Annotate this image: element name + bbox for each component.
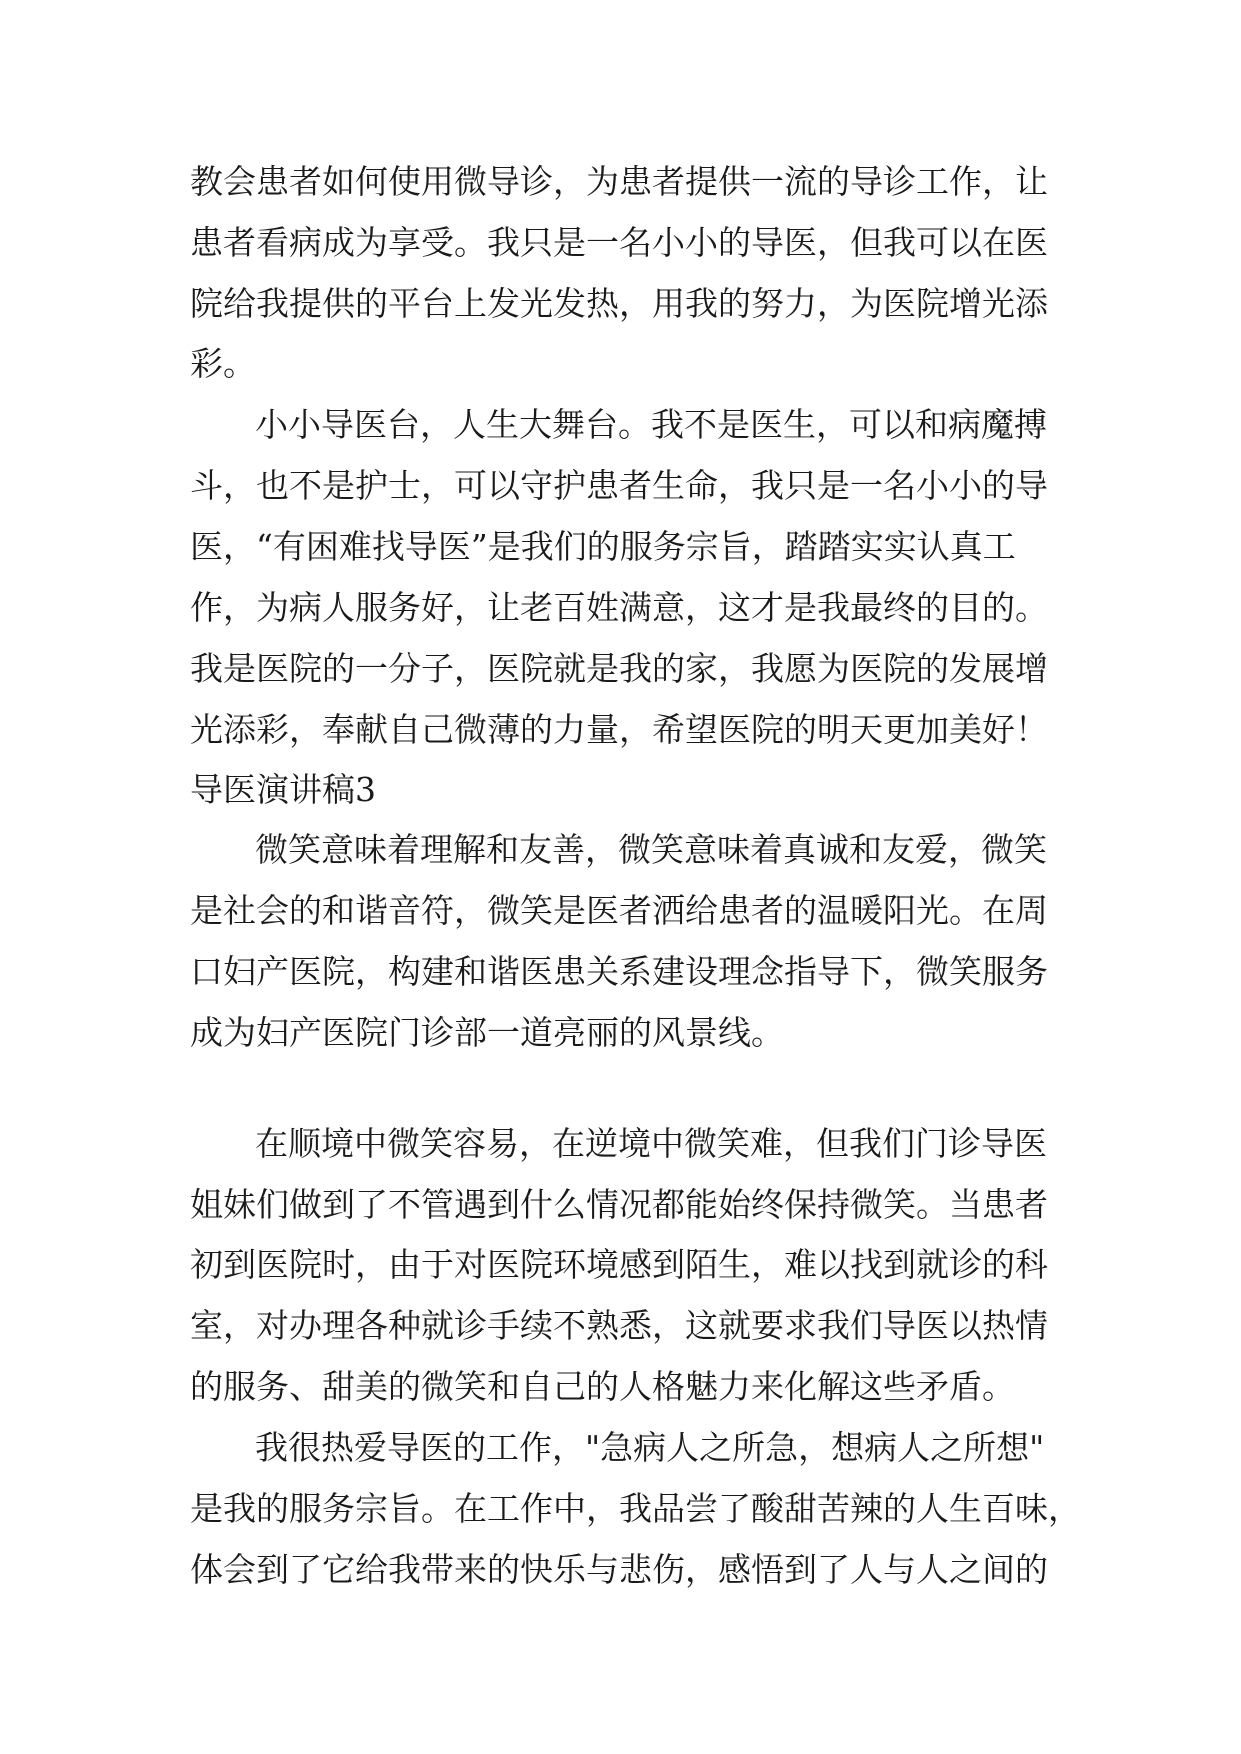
text-line: 是社会的和谐音符，微笑是医者洒给患者的温暖阳光。在周 xyxy=(190,891,1048,930)
text-line: 彩。 xyxy=(190,344,256,383)
text-line: 口妇产医院，构建和谐医患关系建设理念指导下，微笑服务 xyxy=(190,952,1048,991)
text-line: 斗，也不是护士，可以守护患者生命，我只是一名小小的导 xyxy=(190,466,1048,505)
text-line: 患者看病成为享受。我只是一名小小的导医，但我可以在医 xyxy=(190,223,1048,262)
text-line: 教会患者如何使用微导诊，为患者提供一流的导诊工作，让 xyxy=(190,162,1048,201)
paragraph-first-line: 我很热爱导医的工作，"急病人之所急，想病人之所想" xyxy=(255,1428,1045,1467)
text-line: 成为妇产医院门诊部一道亮丽的风景线。 xyxy=(190,1013,784,1052)
paragraph-first-line: 在顺境中微笑容易，在逆境中微笑难，但我们门诊导医 xyxy=(255,1124,1047,1163)
text-line: 光添彩，奉献自己微薄的力量，希望医院的明天更加美好！ xyxy=(190,710,1048,749)
text-line: 初到医院时，由于对医院环境感到陌生，难以找到就诊的科 xyxy=(190,1245,1048,1284)
paragraph-first-line: 小小导医台，人生大舞台。我不是医生，可以和病魔搏 xyxy=(255,405,1047,444)
paragraph-first-line: 微笑意味着理解和友善，微笑意味着真诚和友爱，微笑 xyxy=(255,830,1047,869)
section-heading: 导医演讲稿3 xyxy=(190,770,376,809)
text-line: 的服务、甜美的微笑和自己的人格魅力来化解这些矛盾。 xyxy=(190,1367,1015,1406)
text-line: 是我的服务宗旨。在工作中，我品尝了酸甜苦辣的人生百味， xyxy=(190,1489,1081,1528)
text-line: 体会到了它给我带来的快乐与悲伤，感悟到了人与人之间的 xyxy=(190,1550,1048,1589)
text-line: 作，为病人服务好，让老百姓满意，这才是我最终的目的。 xyxy=(190,588,1048,627)
text-line: 医，“有困难找导医”是我们的服务宗旨，踏踏实实认真工 xyxy=(190,527,1016,566)
text-line: 姐妹们做到了不管遇到什么情况都能始终保持微笑。当患者 xyxy=(190,1185,1048,1224)
text-line: 我是医院的一分子，医院就是我的家，我愿为医院的发展增 xyxy=(190,649,1048,688)
text-line: 室，对办理各种就诊手续不熟悉，这就要求我们导医以热情 xyxy=(190,1306,1048,1345)
text-line: 院给我提供的平台上发光发热，用我的努力，为医院增光添 xyxy=(190,284,1048,323)
